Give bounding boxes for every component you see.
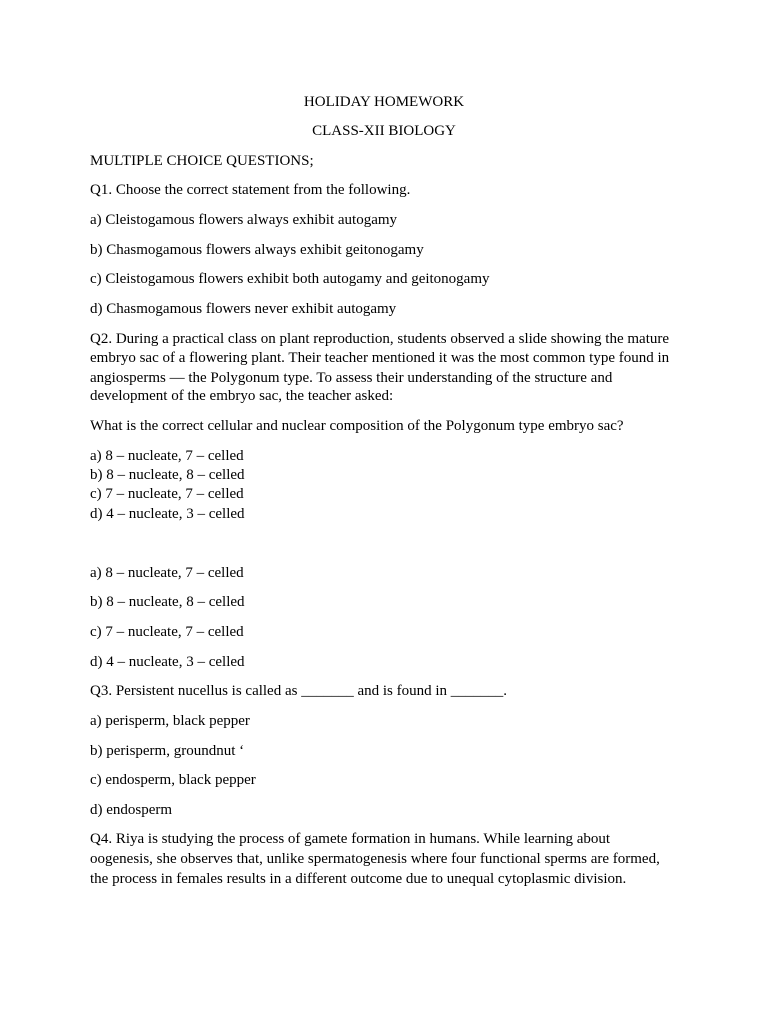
question-2-sub-question: What is the correct cellular and nuclear composition of the Polygonum type embryo sac? (90, 418, 624, 434)
question-4-line-1: Q4. Riya is studying the process of gamete formation in humans. While learning about (90, 831, 611, 847)
q1-option-c: c) Cleistogamous flowers exhibit both autogamy and geitonogamy (90, 271, 490, 287)
section-heading: MULTIPLE CHOICE QUESTIONS; (90, 153, 314, 169)
q2-compact-option-b: b) 8 – nucleate, 8 – celled (90, 467, 245, 483)
q2-option-d: d) 4 – nucleate, 3 – celled (90, 654, 245, 670)
q2-compact-option-a: a) 8 – nucleate, 7 – celled (90, 448, 244, 464)
q2-compact-option-d: d) 4 – nucleate, 3 – celled (90, 506, 245, 522)
question-2-line-2: embryo sac of a flowering plant. Their teacher mentioned it was the most common type found in (90, 350, 670, 366)
q2-option-b: b) 8 – nucleate, 8 – celled (90, 594, 245, 610)
question-4-line-3: the process in females results in a different outcome due to unequal cytoplasmic division. (90, 871, 627, 887)
question-1: Q1. Choose the correct statement from the following. (90, 182, 411, 198)
q3-option-b: b) perisperm, groundnut ‘ (90, 743, 245, 759)
question-2-line-3: angiosperms — the Polygonum type. To assess their understanding of the structure and (90, 370, 613, 386)
question-2-line-1: Q2. During a practical class on plant reproduction, students observed a slide showing the mature (90, 331, 670, 347)
q2-option-c: c) 7 – nucleate, 7 – celled (90, 624, 244, 640)
document-title: HOLIDAY HOMEWORK (303, 94, 465, 110)
q3-option-d: d) endosperm (90, 802, 173, 818)
q3-option-c: c) endosperm, black pepper (90, 772, 256, 788)
q2-compact-option-c: c) 7 – nucleate, 7 – celled (90, 486, 244, 502)
q2-option-a: a) 8 – nucleate, 7 – celled (90, 565, 244, 581)
q3-option-a: a) perisperm, black pepper (90, 713, 250, 729)
q1-option-a: a) Cleistogamous flowers always exhibit autogamy (90, 212, 398, 228)
question-4-line-2: oogenesis, she observes that, unlike spermatogenesis where four functional sperms are formed, (90, 851, 660, 867)
q1-option-b: b) Chasmogamous flowers always exhibit geitonogamy (90, 242, 424, 258)
question-2-line-4: development of the embryo sac, the teacher asked: (90, 388, 394, 404)
question-3: Q3. Persistent nucellus is called as _______ and is found in _______. (90, 683, 508, 699)
q1-option-d: d) Chasmogamous flowers never exhibit autogamy (90, 301, 397, 317)
document-subtitle: CLASS-XII BIOLOGY (312, 123, 456, 139)
